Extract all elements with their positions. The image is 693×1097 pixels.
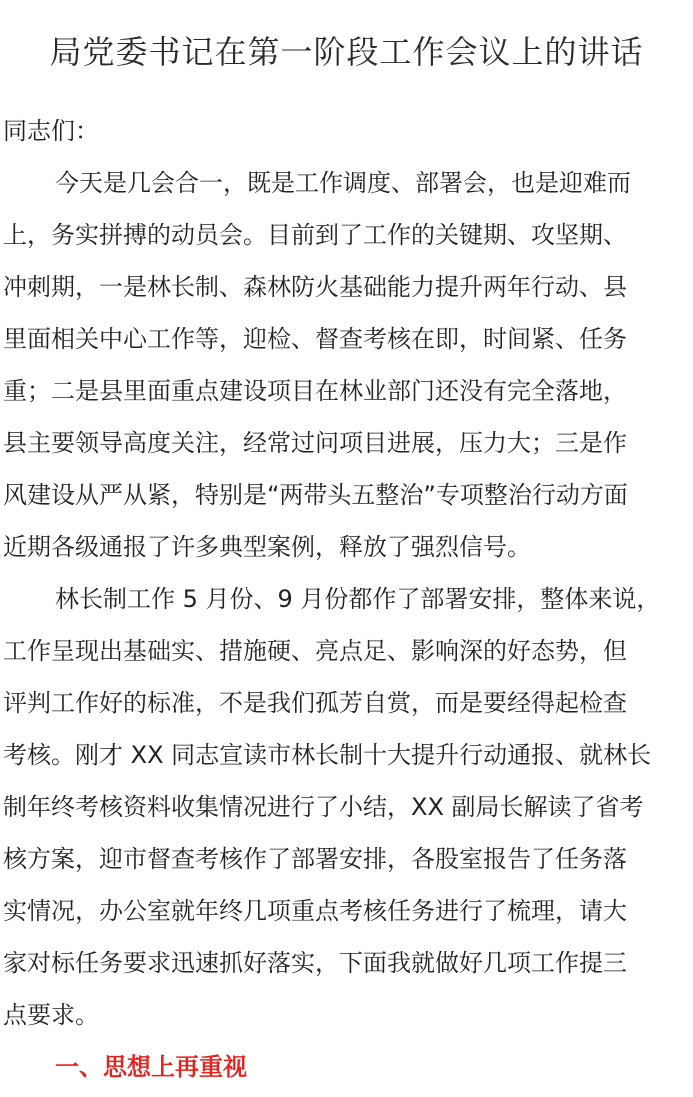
paragraph-line: 制年终考核资料收集情况进行了小结，XX 副局长解读了省考: [3, 793, 644, 821]
paragraph-line: 今天是几会合一，既是工作调度、部署会，也是迎难而: [55, 169, 631, 197]
paragraph-line: 县主要领导高度关注，经常过问项目进展，压力大；三是作: [3, 429, 627, 457]
paragraph-line: 林长制工作 5 月份、9 月份都作了部署安排，整体来说，: [55, 585, 661, 613]
document-title: 局党委书记在第一阶段工作会议上的讲话: [49, 33, 644, 71]
paragraph-line: 核方案，迎市督查考核作了部署安排，各股室报告了任务落: [3, 845, 627, 873]
paragraph-line: 近期各级通报了许多典型案例，释放了强烈信号。: [3, 533, 531, 561]
paragraph-line: 风建设从严从紧，特别是“两带头五整治”专项整治行动方面: [3, 481, 628, 509]
section-heading: 一、思想上再重视: [55, 1053, 247, 1081]
paragraph-line: 点要求。: [3, 1001, 99, 1029]
salutation: 同志们：: [3, 117, 99, 145]
paragraph-line: 重；二是县里面重点建设项目在林业部门还没有完全落地，: [3, 377, 627, 405]
paragraph-line: 里面相关中心工作等，迎检、督查考核在即，时间紧、任务: [3, 325, 627, 353]
document-body: [3, 105, 693, 1093]
paragraph-line: 实情况，办公室就年终几项重点考核任务进行了梳理，请大: [3, 897, 627, 925]
paragraph-1: [3, 157, 693, 573]
paragraph-line: 上，务实拼搏的动员会。目前到了工作的关键期、攻坚期、: [3, 221, 627, 249]
paragraph-line: 冲刺期，一是林长制、森林防火基础能力提升两年行动、县: [3, 273, 627, 301]
paragraph-line: 评判工作好的标准，不是我们孤芳自赏，而是要经得起检查: [3, 689, 627, 717]
paragraph-line: 家对标任务要求迅速抓好落实，下面我就做好几项工作提三: [3, 949, 627, 977]
paragraph-line: 工作呈现出基础实、措施硬、亮点足、影响深的好态势，但: [3, 637, 627, 665]
paragraph-line: 考核。刚才 XX 同志宣读市林长制十大提升行动通报、就林长: [3, 741, 652, 769]
paragraph-2: [3, 573, 693, 1041]
